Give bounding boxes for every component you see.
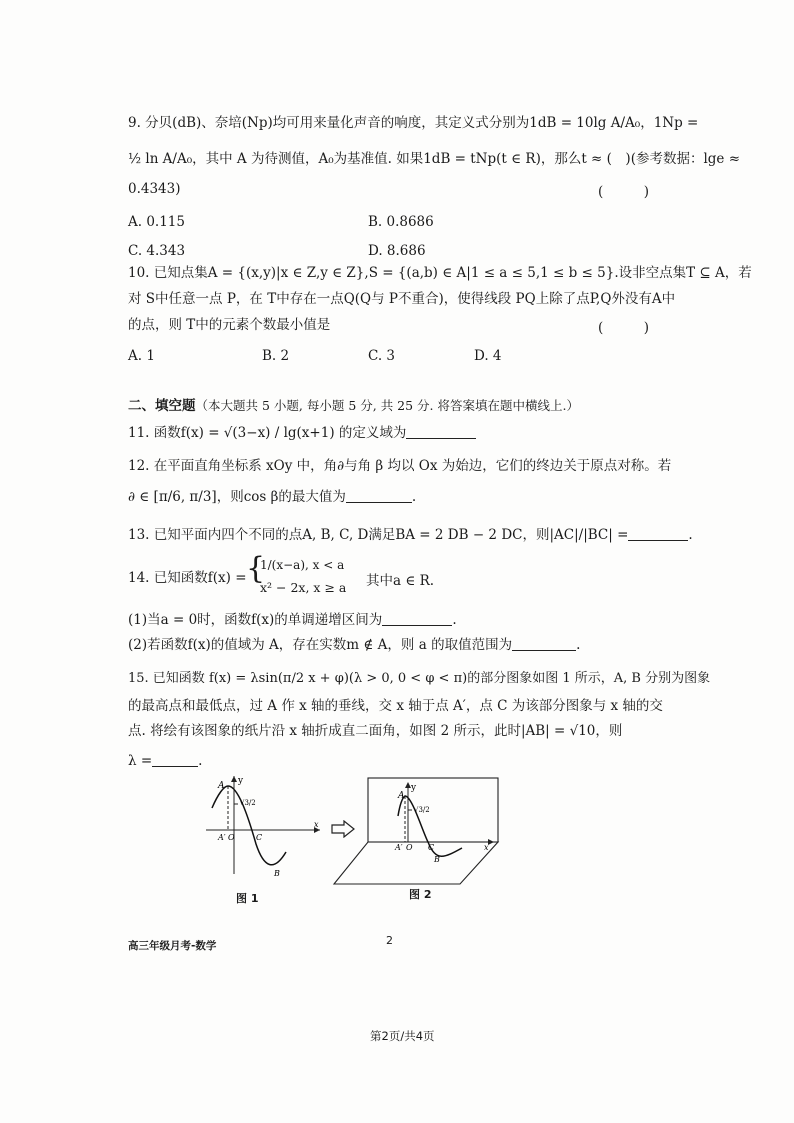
- q10-line2: 对 S中任意一点 P，在 T中存在一点Q(Q与 P不重合)，使得线段 PQ上除了点P,Q外没有A中: [128, 291, 676, 307]
- q15-line1: 15. 已知函数 f(x) = λsin(π/2 x + φ)(λ > 0, 0 < φ < π)的部分图象如图 1 所示，A, B 分别为图象: [128, 671, 711, 686]
- q14-part2-text: (2)若函数f(x)的值域为 A，存在实数m ∉ A，则 a 的取值范围为: [128, 637, 513, 653]
- q14-part1-text: (1)当a = 0时，函数f(x)的单调递增区间为: [128, 612, 383, 628]
- q9-option-b: B. 0.8686: [368, 214, 434, 230]
- q14-part1: [128, 611, 457, 629]
- q9-line1: 9. 分贝(dB)、奈培(Np)均可用来量化声音的响度，其定义式分别为1dB = 10lg A/A₀，1Np =: [128, 115, 699, 131]
- q10-option-b: B. 2: [262, 348, 290, 364]
- q11-answer-blank[interactable]: [406, 424, 476, 439]
- q10-line3: 的点，则 T中的元素个数最小值是: [128, 317, 331, 333]
- figure1-caption: 图 1: [236, 892, 259, 905]
- footer-page-count: 第2页/共4页: [370, 1029, 435, 1043]
- fig2-label-a: A: [398, 791, 405, 801]
- fig1-label-sqrt: √3/2: [240, 799, 256, 807]
- q10-line1: 10. 已知点集A = {(x,y)|x ∈ Z,y ∈ Z},S = {(a,b) ∈ A|1 ≤ a ≤ 5,1 ≤ b ≤ 5}.设非空点集T ⊆ A，若: [128, 265, 752, 281]
- q14-brace: {: [246, 551, 266, 586]
- q12-text: ∂ ∈ [π/6, π/3]，则cos β的最大值为: [128, 489, 346, 505]
- fig1-label-x: x: [314, 820, 319, 829]
- q15-lambda: λ =: [128, 753, 153, 769]
- q9-option-d: D. 8.686: [368, 243, 426, 259]
- fig1-label-b: B: [274, 869, 280, 878]
- q9-option-c: C. 4.343: [128, 243, 186, 259]
- q14-case2: x² − 2x, x ≥ a: [260, 580, 347, 595]
- q15-answer-blank[interactable]: [152, 752, 198, 767]
- q10-answer-paren: ( ): [598, 320, 650, 336]
- fig1-label-a-prime: A′: [218, 833, 226, 842]
- section-note: （本大题共 5 小题, 每小题 5 分, 共 25 分. 将答案填在题中横线上.）: [195, 398, 579, 413]
- fig2-label-c: C: [428, 843, 435, 852]
- fig2-label-sqrt: √3/2: [414, 806, 430, 814]
- fig1-label-y: y: [238, 776, 244, 786]
- q15-line4: [128, 752, 202, 770]
- fig1-label-a: A: [218, 781, 225, 791]
- q9-option-a: A. 0.115: [128, 214, 185, 230]
- q10-option-d: D. 4: [474, 348, 502, 364]
- q10-option-a: A. 1: [128, 348, 155, 364]
- figure1-graph: [198, 772, 328, 882]
- q12-answer-blank[interactable]: [346, 488, 412, 503]
- fig1-label-o: O: [228, 833, 235, 842]
- q14-part1-blank[interactable]: [382, 611, 452, 626]
- q13-answer-blank[interactable]: [628, 526, 688, 541]
- q14-part2: [128, 636, 580, 654]
- fig2-label-o: O: [406, 843, 413, 852]
- figure2-graph: [332, 776, 512, 888]
- q14-tail: 其中a ∈ R.: [366, 573, 435, 589]
- q12-end: .: [411, 489, 417, 505]
- q13-end: .: [688, 527, 693, 543]
- footer-page-number: 2: [386, 934, 393, 947]
- figure2-caption: 图 2: [409, 888, 432, 901]
- footer-exam-title: 高三年级月考-数学: [128, 940, 217, 952]
- q12-line2: [128, 488, 416, 506]
- q14-part2-blank[interactable]: [512, 636, 576, 651]
- q10-option-c: C. 3: [368, 348, 396, 364]
- q11-text: 11. 函数f(x) = √(3−x) / lg(x+1) 的定义域为: [128, 425, 407, 441]
- fig1-label-c: C: [256, 833, 263, 842]
- q15-end: .: [198, 753, 203, 769]
- q9-line3: 0.4343): [128, 181, 181, 197]
- fig2-label-b: B: [434, 855, 440, 864]
- fig2-label-x: x: [484, 843, 489, 852]
- section-title: 二、填空题: [128, 398, 196, 414]
- q15-line3: 点. 将绘有该图象的纸片沿 x 轴折成直二面角，如图 2 所示，此时|AB| = √10，则: [128, 723, 623, 739]
- q14-case1: 1/(x−a), x < a: [260, 558, 345, 572]
- q14-part2-end: .: [576, 637, 581, 653]
- q13-line: [128, 526, 693, 544]
- q14-head: 14. 已知函数f(x) =: [128, 570, 247, 586]
- q9-answer-paren: ( ): [598, 184, 650, 200]
- q11-line: [128, 424, 476, 442]
- q12-line1: 12. 在平面直角坐标系 xOy 中，角∂与角 β 均以 Ox 为始边，它们的终边关于原点对称。若: [128, 458, 672, 474]
- q13-text: 13. 已知平面内四个不同的点A, B, C, D满足BA = 2 DB − 2 DC，则|AC|/|BC| =: [128, 527, 629, 543]
- fig2-label-y: y: [411, 783, 417, 793]
- q9-line2: ½ ln A/A₀，其中 A 为待测值，A₀为基准值. 如果1dB = tNp(t ∈ R)，那么t ≈ ( )(参考数据：lge ≈: [128, 151, 741, 167]
- fig2-label-a-prime: A′: [395, 843, 403, 852]
- section-header: [128, 394, 579, 414]
- q14-part1-end: .: [452, 612, 457, 628]
- q15-line2: 的最高点和最低点，过 A 作 x 轴的垂线，交 x 轴于点 A′，点 C 为该部分图象与 x 轴的交: [128, 698, 663, 714]
